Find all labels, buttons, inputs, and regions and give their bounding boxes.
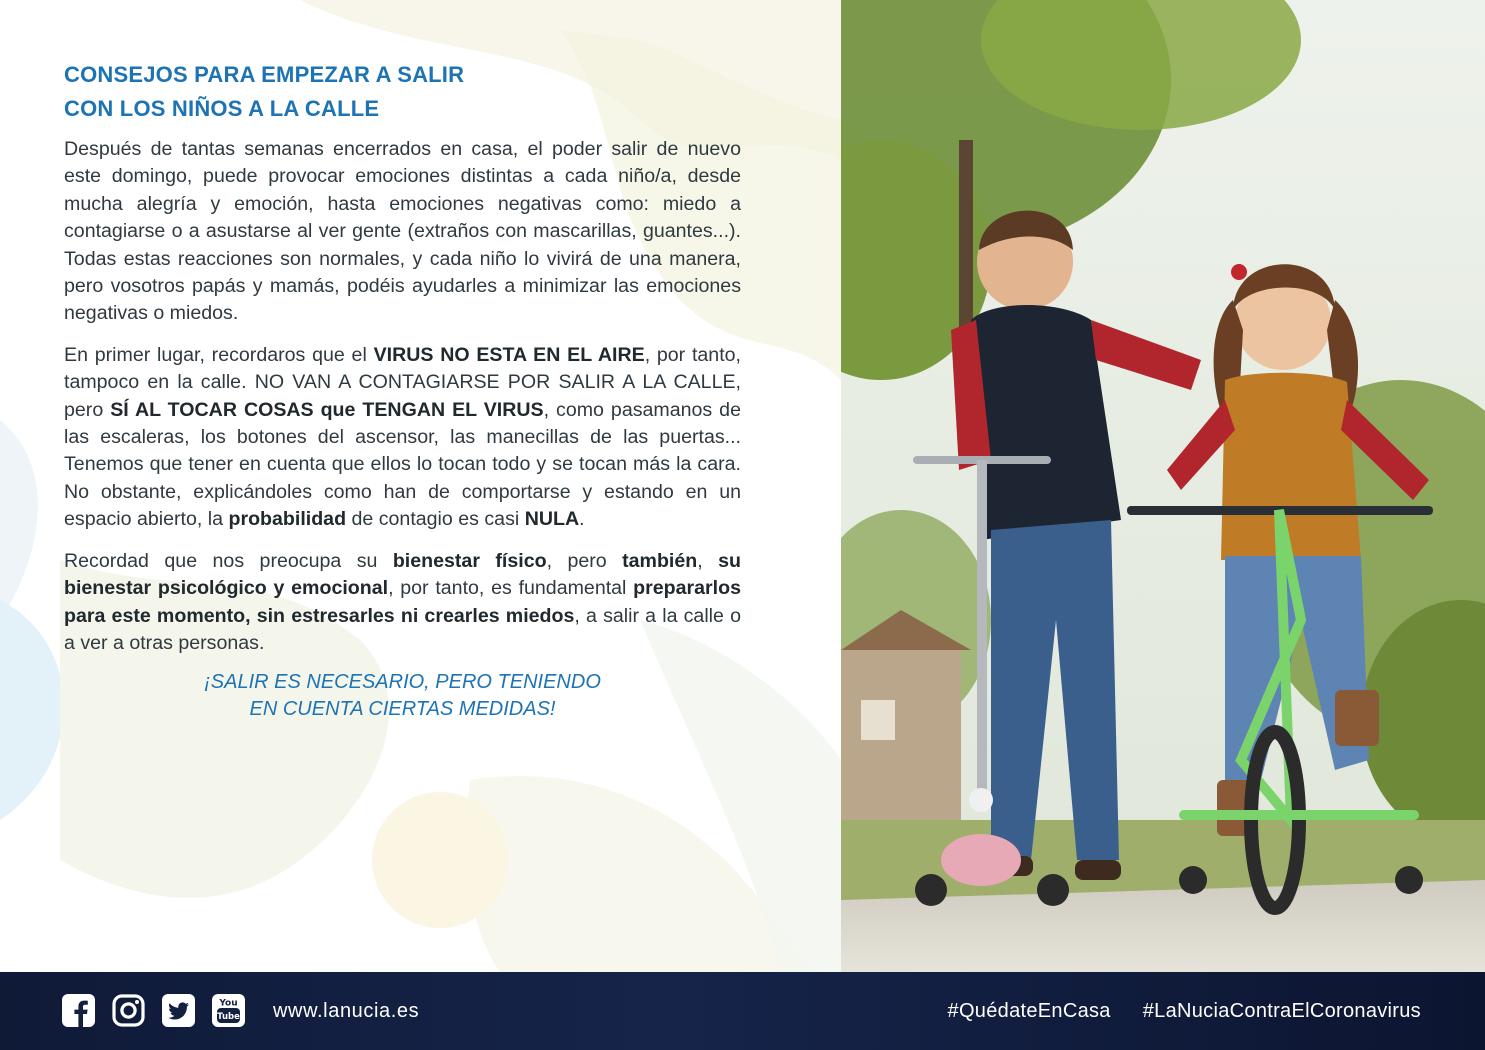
paragraph-3 [64, 548, 741, 658]
paragraph-text: . [579, 508, 585, 531]
hashtag-la-nucia-contra-coronavirus: #LaNuciaContraElCoronavirus [1142, 1000, 1421, 1022]
emphasis-text: su bienestar psicológico y emocional [64, 549, 741, 600]
hashtags [948, 1000, 1421, 1023]
paragraph-text: Después de tantas semanas encerrados en casa, el poder salir de nuevo este domingo, puede provocar emociones distintas a cada niño/a, desde mucha alegría y emoción, hasta emociones negativas como: miedo a contagiarse o a asustarse al ver gente (extraños con mascarillas, guantes...). Todas estas reacciones son normales, y cada niño lo vivirá de una manera, pero vosotros papás y mamás, podéis ayudarles a minimizar las emociones negativas o miedos. [64, 138, 741, 325]
emphasis-text: prepararlos para este momento, sin estresarles ni crearles miedos [64, 577, 741, 627]
emphasis-text: VIRUS NO ESTA EN EL AIRE [373, 343, 645, 366]
emphasis-text: NULA [524, 508, 580, 531]
emphasis-text: bienestar físico [392, 549, 547, 572]
closing-line: EN CUENTA CIERTAS MEDIDAS! [249, 698, 556, 721]
closing-line: ¡SALIR ES NECESARIO, PERO TENIENDO [204, 671, 601, 694]
paragraph-text: , [697, 549, 719, 572]
twitter-icon[interactable] [162, 994, 195, 1027]
paragraph-2 [64, 342, 741, 534]
social-links [62, 994, 245, 1027]
instagram-icon[interactable] [112, 994, 145, 1027]
closing-message [64, 669, 741, 723]
footer-bar [0, 972, 1485, 1050]
emphasis-text: también [622, 549, 698, 572]
article [64, 58, 741, 723]
children-photo [841, 0, 1485, 972]
title-line: CON LOS NIÑOS A LA CALLE [64, 96, 380, 121]
svg-text:You: You [219, 998, 238, 1009]
emphasis-text: probabilidad [228, 508, 347, 531]
paragraph-text: , por tanto, es fundamental [388, 577, 634, 600]
paragraph-text: , por tanto, tampoco en la calle. NO VAN A CONTAGIARSE POR SALIR A LA CALLE, pero [64, 343, 741, 421]
paragraph-text: de contagio es casi [346, 508, 525, 531]
emphasis-text: SÍ AL TOCAR COSAS que TENGAN EL VIRUS [110, 398, 544, 421]
paragraph-text: , como pasamanos de las escaleras, los botones del ascensor, las manecillas de las puertas... Tenemos que tener en cuenta que ellos lo tocan todo y se tocan más la cara. No obstante, explicándoles como han de comportarse y estando en un espacio abierto, la [64, 398, 741, 531]
title-line: CONSEJOS PARA EMPEZAR A SALIR [64, 62, 465, 87]
paragraph-text: Recordad que nos preocupa su [64, 549, 393, 572]
youtube-icon[interactable] [212, 994, 245, 1027]
paragraph-text: En primer lugar, recordaros que el [64, 343, 374, 366]
photo-illustration [841, 0, 1485, 972]
paragraph-text: , pero [546, 549, 623, 572]
paragraph-1 [64, 136, 741, 328]
facebook-icon[interactable] [62, 994, 95, 1027]
svg-text:Tube: Tube [217, 1012, 240, 1022]
article-title [64, 58, 741, 126]
website-link[interactable]: www.lanucia.es [273, 1000, 420, 1022]
paragraph-text: , a salir a la calle o a ver a otras personas. [64, 604, 741, 654]
hashtag-quedate-en-casa: #QuédateEnCasa [947, 1000, 1111, 1022]
